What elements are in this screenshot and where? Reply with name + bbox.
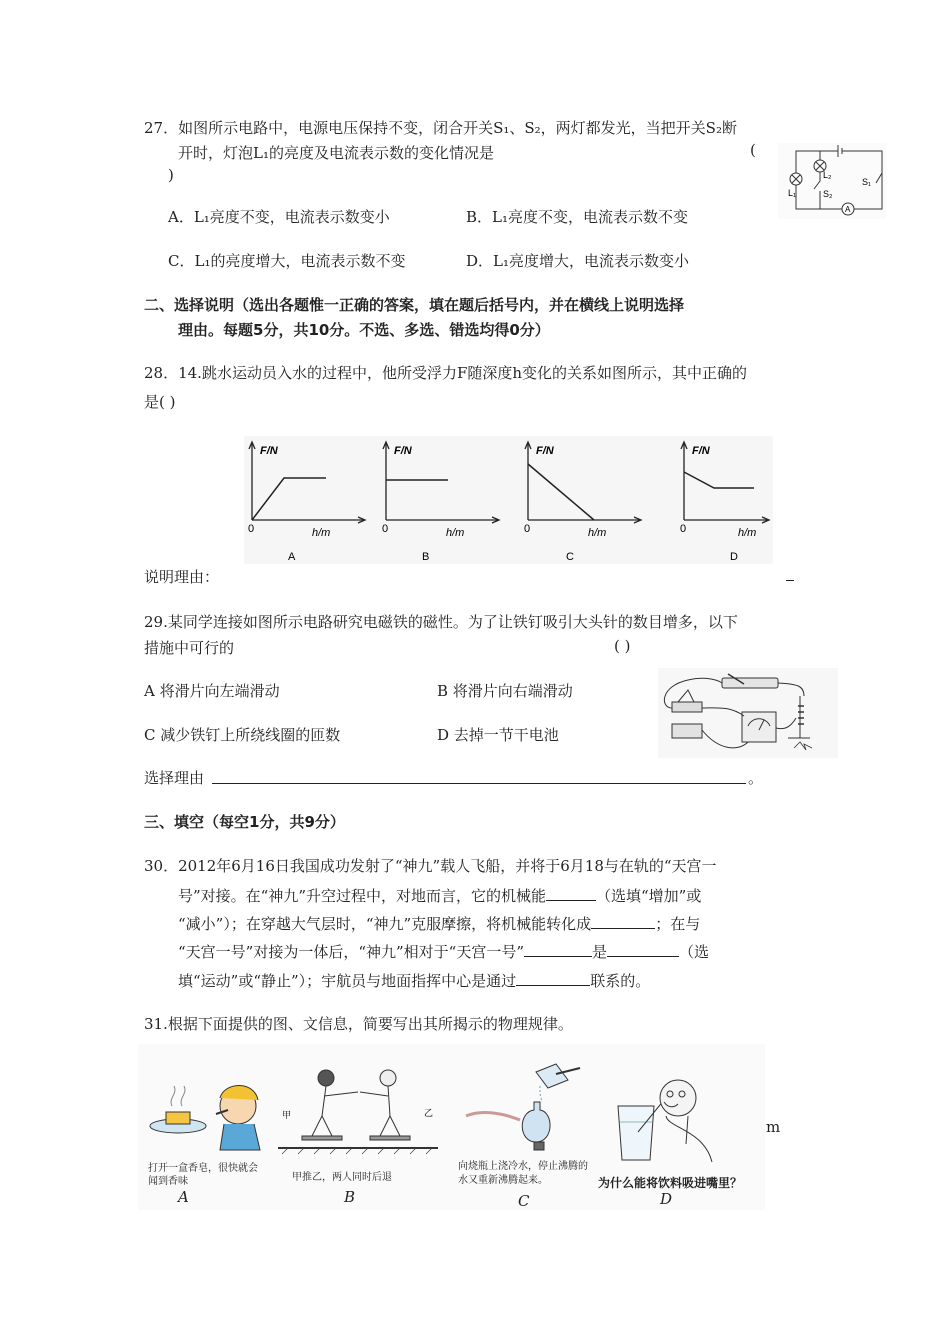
q27-option-d: D．L₁亮度增大，电流表示数变小 [466, 252, 690, 270]
q27-stem-line2 [144, 141, 809, 166]
q31-stray-mark: m [766, 1118, 781, 1136]
q29-option-a: A 将滑片向左端滑动 [144, 682, 280, 700]
q29-option-b: B 将滑片向右端滑动 [437, 682, 573, 700]
q27-stem [144, 116, 809, 166]
q30-line3 [178, 912, 700, 934]
q27-option-b: B．L₁亮度不变，电流表示数不变 [466, 208, 688, 226]
section2-line1: 二、选择说明（选出各题惟一正确的答案，填在题后括号内，并在横线上说明选择 [144, 296, 685, 314]
q30-line2-text: 号”对接。在“神九”升空过程中，对地而言，它的机械能 [178, 887, 547, 905]
q28-graph-d-letter: D [730, 551, 738, 563]
q30-line2-tail: （选填“增加”或 [596, 887, 702, 905]
q28-graph-a-origin: 0 [248, 523, 255, 535]
q30-blank-5[interactable] [516, 969, 590, 986]
q27-stem-text: 开时，灯泡L₁的亮度及电流表示数的变化情况是 [178, 144, 494, 162]
q28-graph-b-ylabel: F/N [394, 445, 412, 457]
q29-reason-end: 。 [748, 769, 764, 787]
q30-blank-1[interactable] [546, 884, 596, 901]
section3-title: 三、填空（每空1分，共9分） [144, 813, 345, 831]
q27-stem-line1: 27．如图所示电路中，电源电压保持不变，闭合开关S₁、S₂，两灯都发光，当把开关S₂断 [144, 119, 737, 137]
q28-graphs [244, 436, 773, 564]
q31-caption-c: 向烧瓶上浇冷水，停止沸腾的水又重新沸腾起来。 [458, 1161, 588, 1186]
q31-caption-d: 为什么能将饮料吸进嘴里？ [598, 1176, 743, 1190]
q28-graph-b-xlabel: h/m [446, 527, 465, 539]
q28-graph-d-xlabel: h/m [738, 527, 757, 539]
q29-stem-line1: 29.某同学连接如图所示电路研究电磁铁的磁性。为了让铁钉吸引大头针的数目增多，以下 [144, 613, 738, 631]
section2-line2: 理由。每题5分，共10分。不选、多选、错选均得0分） [178, 321, 550, 339]
q28-graph-b-origin: 0 [382, 523, 389, 535]
q27-option-c: C．L₁的亮度增大，电流表示数不变 [168, 252, 406, 270]
q30-line3-tail: ；在与 [655, 915, 701, 933]
q31-panel-a-drawing [144, 1062, 276, 1152]
q30-line5-tail: 联系的。 [590, 972, 651, 990]
q28-graph-c-origin: 0 [524, 523, 531, 535]
q29-answer-paren: ( ) [614, 637, 631, 655]
q31-stem: 31.根据下面提供的图、文信息，简要写出其所揭示的物理规律。 [144, 1015, 573, 1033]
q28-graph-c-ylabel: F/N [536, 445, 554, 457]
q31-caption-b: 甲推乙，两人同时后退 [292, 1172, 392, 1183]
q30-blank-2[interactable] [591, 912, 655, 929]
q28-stem-line1: 28．14.跳水运动员入水的过程中，他所受浮力F随深度h变化的关系如图所示，其中正确的 [144, 364, 748, 382]
q28-graph-a-xlabel: h/m [312, 527, 331, 539]
q28-stem-line2: 是( ) [144, 393, 176, 411]
q30-line1: 30．2012年6月16日我国成功发射了“神九”载人飞船，并将于6月18与在轨的“天宫一 [144, 857, 717, 875]
q31-label-b: B [344, 1188, 356, 1206]
q31-panel-d-drawing [608, 1072, 728, 1162]
q28-reason-label: 说明理由： [144, 568, 220, 586]
q27-paren-close: ) [168, 166, 174, 184]
q27-label-s2: S₂ [823, 189, 833, 199]
q31-label-a: A [178, 1188, 189, 1206]
q29-circuit-photo [658, 668, 838, 758]
q31-label-jia: 甲 [282, 1110, 292, 1120]
q28-graph-b [378, 436, 510, 564]
q28-graph-c-xlabel: h/m [588, 527, 607, 539]
q31-label-c: C [518, 1192, 530, 1210]
q31-caption-a: 打开一盒香皂，很快就会闻到香味 [148, 1163, 258, 1187]
q30-blank-3[interactable] [524, 940, 592, 957]
q31-label-d: D [660, 1190, 673, 1208]
q28-graph-a-letter: A [288, 551, 296, 563]
q29-reason-label: 选择理由 [144, 769, 205, 787]
q29-reason-blank[interactable] [212, 783, 746, 784]
q28-graph-d-ylabel: F/N [692, 445, 710, 457]
q31-panel-b-drawing [278, 1066, 438, 1156]
q27-circuit-diagram [778, 143, 886, 219]
q31-figures [138, 1044, 765, 1210]
q30-line4 [178, 940, 709, 962]
q28-graph-b-letter: B [422, 551, 430, 563]
q28-reason-blank[interactable] [786, 580, 794, 581]
q27-label-s1: S₁ [862, 177, 872, 187]
q30-line4-mid: 是 [592, 943, 608, 961]
q28-graph-a-ylabel: F/N [260, 445, 278, 457]
q30-line3-text: “减小”）；在穿越大气层时，“神九”克服摩擦，将机械能转化成 [178, 915, 592, 933]
q29-option-c: C 减少铁钉上所绕线圈的匝数 [144, 726, 341, 744]
q29-stem-line2: 措施中可行的 [144, 639, 235, 657]
q27-paren-open: ( [750, 141, 756, 159]
q28-graph-c-letter: C [566, 551, 574, 563]
q31-panel-c-drawing [460, 1050, 598, 1154]
q28-graph-d-origin: 0 [680, 523, 687, 535]
q30-line5-text: 填“运动”或“静止”）；宇航员与地面指挥中心是通过 [178, 972, 517, 990]
q27-option-a: A．L₁亮度不变，电流表示数变小 [168, 208, 390, 226]
q28-graph-d [676, 436, 773, 564]
q27-label-l1: L₁ [788, 188, 797, 198]
q27-label-l2: L₂ [823, 170, 832, 180]
q30-blank-4[interactable] [607, 940, 679, 957]
q30-line2 [178, 884, 701, 906]
q31-label-yi: 乙 [424, 1108, 434, 1118]
q28-graph-c [520, 436, 652, 564]
q30-line5 [178, 969, 650, 991]
q30-line4-tail: （选 [679, 943, 710, 961]
q28-graph-a [244, 436, 376, 564]
q29-option-d: D 去掉一节干电池 [437, 726, 559, 744]
q27-label-ammeter: A [845, 205, 851, 214]
q30-line4-text: “天宫一号”对接为一体后，“神九”相对于“天宫一号” [178, 943, 525, 961]
